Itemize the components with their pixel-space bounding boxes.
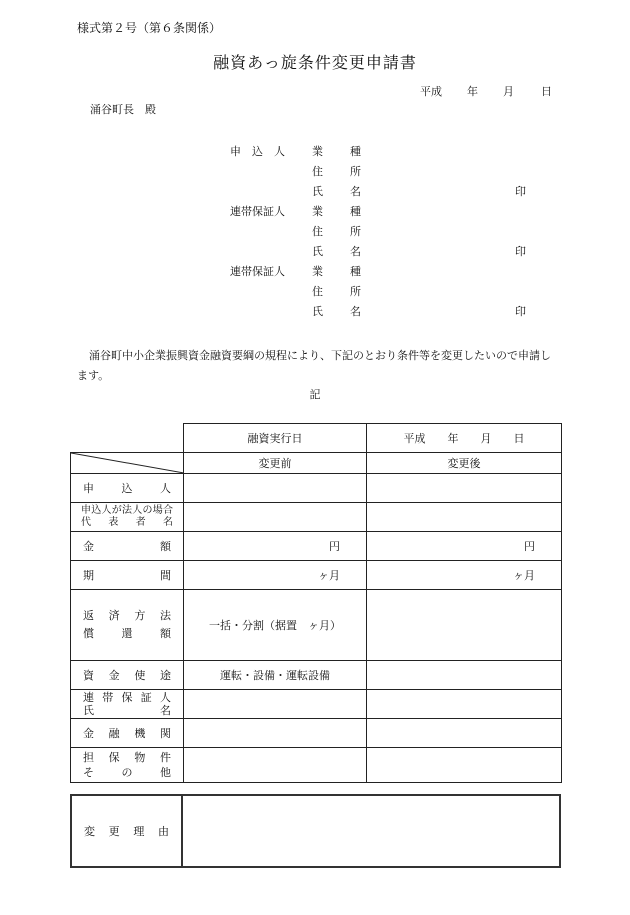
representative-after[interactable] <box>367 502 562 531</box>
diagonal-header-cell <box>71 452 184 473</box>
guarantor-line2: 氏名 <box>83 703 171 717</box>
change-table <box>70 423 562 783</box>
label-collateral <box>71 747 184 782</box>
guarantor-row <box>230 263 530 283</box>
field-address: 住 所 <box>312 165 369 178</box>
repayment-before[interactable]: 一括・分割（据置 ヶ月） <box>184 589 367 660</box>
label-period: 期間 <box>71 560 184 589</box>
date-month: 月 <box>503 85 514 98</box>
before-header: 変更前 <box>184 452 367 473</box>
collateral-before[interactable] <box>184 747 367 782</box>
field-address: 住 所 <box>312 285 369 298</box>
representative-before[interactable] <box>184 502 367 531</box>
applicant-block <box>230 143 530 323</box>
amount-after[interactable]: 円 <box>367 531 562 560</box>
field-business-type: 業 種 <box>312 205 369 218</box>
seal-mark: 印 <box>515 185 526 198</box>
amount-before[interactable]: 円 <box>184 531 367 560</box>
guarantor-before[interactable] <box>184 689 367 718</box>
guarantor-row <box>230 283 530 303</box>
rep-line2: 代表者名 <box>81 516 173 528</box>
empty-corner <box>71 424 184 453</box>
applicant-before[interactable] <box>184 473 367 502</box>
exec-date-label: 融資実行日 <box>184 424 367 453</box>
repayment-after[interactable] <box>367 589 562 660</box>
field-name: 氏 名 <box>312 305 369 318</box>
rep-line1: 申込人が法人の場合 <box>81 504 173 516</box>
intro-text: 涌谷町中小企業振興資金融資要綱の規程により、下記のとおり条件等を変更したいので申請します。 <box>77 349 551 382</box>
seal-mark: 印 <box>515 245 526 258</box>
label-use: 資金使途 <box>71 660 184 689</box>
seal-mark: 印 <box>515 305 526 318</box>
exec-date-value[interactable]: 平成 年 月 日 <box>367 424 562 453</box>
label-repayment <box>71 589 184 660</box>
guarantor-after[interactable] <box>367 689 562 718</box>
applicant-row <box>230 183 530 203</box>
use-after[interactable] <box>367 660 562 689</box>
date-line <box>420 83 552 99</box>
field-business-type: 業 種 <box>312 145 369 158</box>
reason-table <box>70 794 561 868</box>
repay-line1: 返済方法 <box>83 608 171 622</box>
applicant-after[interactable] <box>367 473 562 502</box>
collateral-line1: 担保物件 <box>83 750 171 764</box>
field-name: 氏 名 <box>312 245 369 258</box>
guarantor-row <box>230 243 530 263</box>
form-number: 様式第２号（第６条関係） <box>77 21 222 35</box>
date-year: 年 <box>467 85 478 98</box>
date-day: 日 <box>541 85 552 98</box>
collateral-line2: その他 <box>83 765 171 779</box>
guarantor-line1: 連帯保証人 <box>83 690 171 704</box>
label-applicant: 申込人 <box>71 473 184 502</box>
reason-input[interactable] <box>182 795 560 867</box>
after-header: 変更後 <box>367 452 562 473</box>
label-amount: 金額 <box>71 531 184 560</box>
period-before[interactable]: ヶ月 <box>184 560 367 589</box>
date-era: 平成 <box>420 85 442 98</box>
collateral-after[interactable] <box>367 747 562 782</box>
label-representative <box>71 502 184 531</box>
field-name: 氏 名 <box>312 185 369 198</box>
label-guarantor <box>71 689 184 718</box>
bank-before[interactable] <box>184 718 367 747</box>
label-reason: 変更理由 <box>71 795 182 867</box>
guarantor-role: 連帯保証人 <box>230 205 285 218</box>
field-address: 住 所 <box>312 225 369 238</box>
applicant-row <box>230 163 530 183</box>
applicant-role: 申 込 人 <box>230 145 285 158</box>
document-title: 融資あっ旋条件変更申請書 <box>213 53 417 72</box>
bank-after[interactable] <box>367 718 562 747</box>
ki-heading: 記 <box>309 388 321 401</box>
applicant-row <box>230 143 530 163</box>
guarantor-row <box>230 203 530 223</box>
period-after[interactable]: ヶ月 <box>367 560 562 589</box>
field-business-type: 業 種 <box>312 265 369 278</box>
guarantor-row <box>230 223 530 243</box>
addressee: 涌谷町長 殿 <box>90 103 156 116</box>
guarantor-row <box>230 303 530 323</box>
label-bank: 金融機関 <box>71 718 184 747</box>
diagonal-line <box>71 453 184 473</box>
repay-line2: 償還額 <box>83 626 171 640</box>
use-before[interactable]: 運転・設備・運転設備 <box>184 660 367 689</box>
guarantor-role: 連帯保証人 <box>230 265 285 278</box>
